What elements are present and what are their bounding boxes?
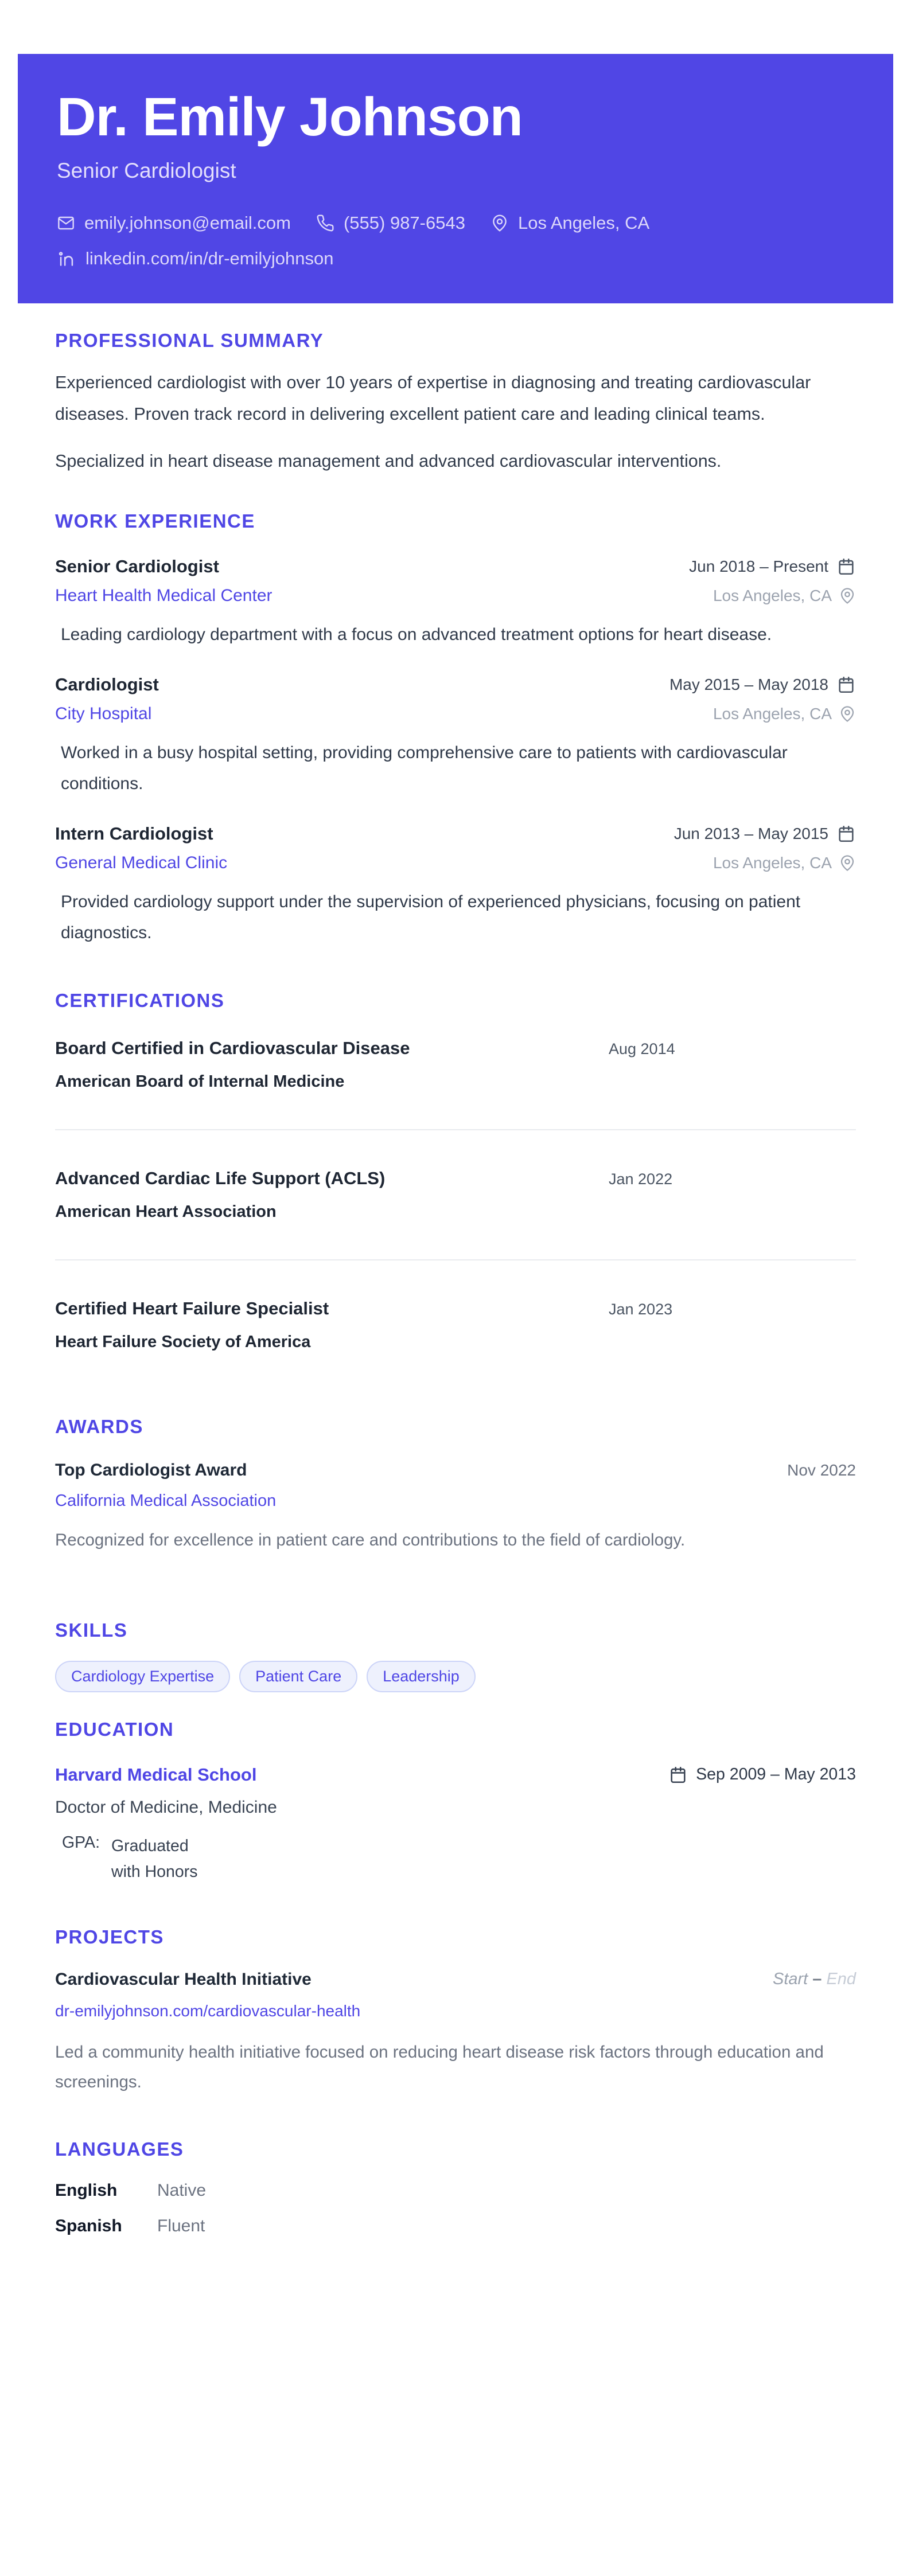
language-level: Native [157,2180,207,2200]
calendar-icon [836,557,856,576]
location-pin-icon [839,854,856,872]
location-pin-icon [839,705,856,723]
skill-badge: Patient Care [239,1661,357,1692]
gpa-label: GPA: [62,1833,100,1852]
gpa-value: Graduated with Honors [111,1836,198,1881]
award-name: Top Cardiologist Award [55,1461,247,1480]
experience-dates-text: May 2015 – May 2018 [669,676,828,694]
language-name: English [55,2180,118,2200]
person-name: Dr. Emily Johnson [57,87,523,147]
experience-company-link[interactable]: City Hospital [55,704,152,724]
contact-linkedin[interactable] [57,248,333,269]
contact-email [57,213,291,233]
certification-date: Jan 2022 [609,1170,673,1188]
certification-divider [55,1259,856,1260]
certification-date: Aug 2014 [609,1040,675,1058]
certification-name: Board Certified in Cardiovascular Disease [55,1038,410,1059]
section-skills [55,1619,856,1692]
awards-heading: AWARDS [55,1416,143,1438]
education-school-link[interactable]: Harvard Medical School [55,1764,257,1785]
location-pin-icon [490,214,509,232]
award-entry [55,1461,856,1555]
skill-badge: Cardiology Expertise [55,1661,230,1692]
summary-paragraph: Specialized in heart disease management and advanced cardiovascular interventions. [55,451,722,471]
experience-dates-text: Jun 2013 – May 2015 [673,825,828,843]
experience-entry [55,556,856,650]
summary-heading: PROFESSIONAL SUMMARY [55,330,324,352]
contact-linkedin-text: linkedin.com/in/dr-emilyjohnson [85,248,334,269]
section-awards [55,1416,856,1555]
resume-header [18,54,893,303]
project-description: Led a community health initiative focused on reducing heart disease risk factors through education and screenings. [55,2042,824,2091]
experience-location [713,854,856,872]
project-date-end: End [826,1970,856,1989]
certification-issuer: American Heart Association [55,1203,277,1221]
languages-heading: LANGUAGES [55,2138,184,2160]
calendar-icon [836,675,856,694]
certification-issuer: Heart Failure Society of America [55,1333,311,1352]
calendar-icon [668,1765,688,1785]
experience-job-title: Senior Cardiologist [55,556,219,577]
skills-list [55,1661,856,1692]
project-entry [55,1970,856,2097]
language-entry [55,2216,856,2236]
experience-dates [669,675,856,694]
experience-dates [674,824,856,844]
section-education [55,1719,856,1885]
education-dates [668,1765,856,1785]
project-dates [773,1970,856,1989]
education-degree: Doctor of Medicine, Medicine [55,1797,277,1817]
experience-entry [55,674,856,799]
certification-date: Jan 2023 [609,1301,673,1318]
experience-location-text: Los Angeles, CA [713,854,832,872]
experience-description: Leading cardiology department with a focus on advanced treatment options for heart disease. [61,625,772,645]
award-issuer-link[interactable]: California Medical Association [55,1492,277,1511]
certification-entry [55,1038,856,1091]
project-date-start: Start [773,1970,808,1989]
certification-entry [55,1168,856,1221]
language-level: Fluent [157,2216,205,2235]
award-date: Nov 2022 [787,1461,856,1480]
language-name: Spanish [55,2216,122,2235]
contact-row-primary [57,213,854,233]
skills-heading: SKILLS [55,1619,128,1641]
certifications-heading: CERTIFICATIONS [55,990,225,1012]
certification-issuer: American Board of Internal Medicine [55,1072,345,1091]
projects-heading: PROJECTS [55,1926,164,1947]
certification-entry [55,1298,856,1352]
section-summary [55,330,856,477]
experience-entry [55,823,856,949]
summary-paragraph: Experienced cardiologist with over 10 years of expertise in diagnosing and treating cardiovascular diseases. Proven track record in delivering excellent patient care and leading clinical teams. [55,373,811,424]
experience-dates-text: Jun 2018 – Present [689,557,828,576]
contact-row-secondary [57,248,854,269]
education-heading: EDUCATION [55,1718,174,1740]
experience-job-title: Intern Cardiologist [55,823,213,844]
education-gpa [55,1833,856,1885]
certification-divider [55,1129,856,1130]
experience-company-link[interactable]: Heart Health Medical Center [55,586,272,606]
section-experience [55,510,856,949]
certification-name: Certified Heart Failure Specialist [55,1298,329,1319]
language-entry [55,2181,856,2200]
calendar-icon [836,824,856,844]
experience-location [713,587,856,605]
mail-icon [57,214,75,232]
contact-phone [316,213,465,233]
project-name: Cardiovascular Health Initiative [55,1969,312,1989]
job-title: Senior Cardiologist [57,159,236,183]
award-description: Recognized for excellence in patient care and contributions to the field of cardiology. [55,1531,686,1550]
location-pin-icon [839,587,856,604]
contact-location [490,213,649,233]
experience-company-link[interactable]: General Medical Clinic [55,853,228,873]
phone-icon [316,214,334,232]
experience-location-text: Los Angeles, CA [713,705,832,723]
section-languages [55,2138,856,2236]
experience-job-title: Cardiologist [55,674,159,695]
experience-location-text: Los Angeles, CA [713,587,832,605]
contact-location-text: Los Angeles, CA [517,213,650,233]
experience-dates [689,557,856,576]
experience-description: Provided cardiology support under the supervision of experienced physicians, focusing on patient diagnostics. [61,892,801,943]
project-url-link[interactable]: dr-emilyjohnson.com/cardiovascular-health [55,2001,361,2020]
project-date-separator: – [812,1970,822,1989]
skill-badge: Leadership [367,1661,476,1692]
section-certifications [55,990,856,1352]
experience-heading: WORK EXPERIENCE [55,510,255,532]
experience-location [713,705,856,723]
education-entry [55,1765,856,1885]
certification-name: Advanced Cardiac Life Support (ACLS) [55,1168,386,1189]
education-dates-text: Sep 2009 – May 2013 [696,1765,856,1784]
section-projects [55,1926,856,2097]
contact-phone-text: (555) 987-6543 [343,213,465,233]
experience-description: Worked in a busy hospital setting, providing comprehensive care to patients with cardiovascular conditions. [61,743,788,794]
contact-email-text: emily.johnson@email.com [84,213,291,233]
resume-body [0,330,911,2281]
linkedin-icon [57,249,76,268]
